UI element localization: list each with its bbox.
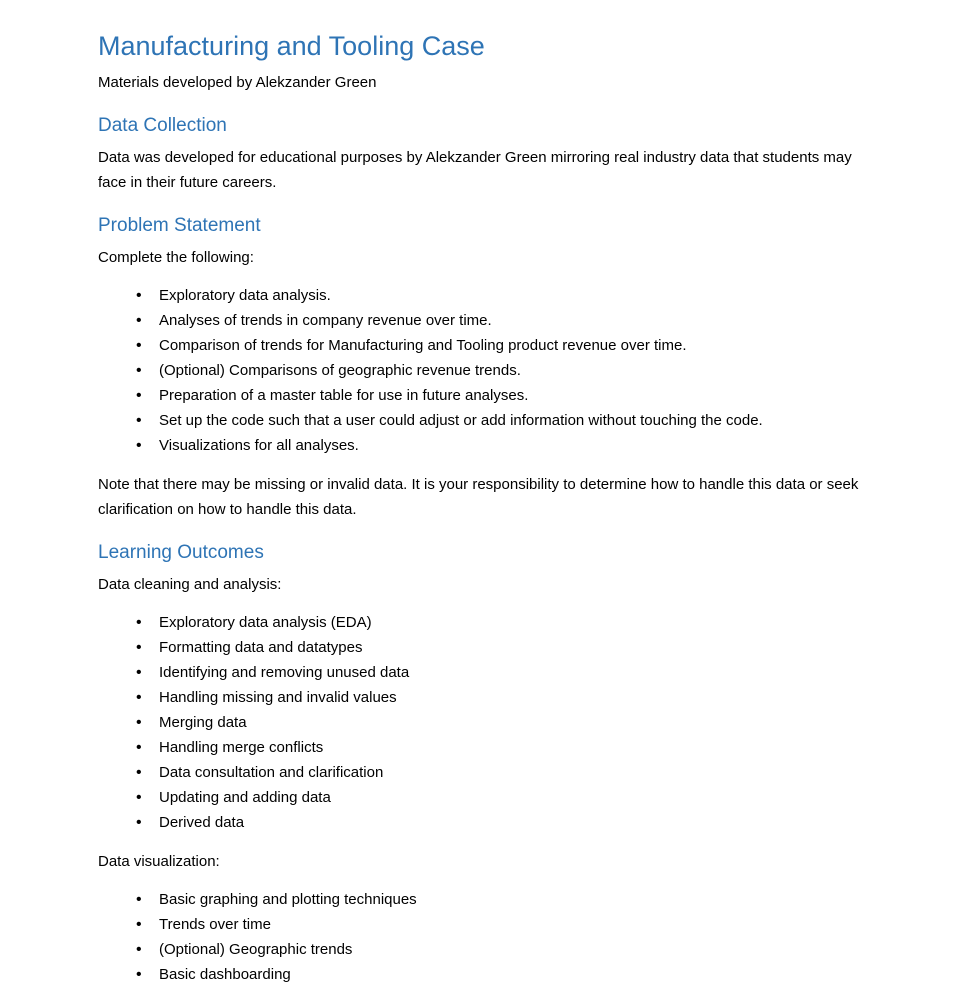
list-item: • Exploratory data analysis. (159, 283, 883, 308)
learning-cleaning-intro: Data cleaning and analysis: (98, 576, 282, 593)
list-item: • Exploratory data analysis (EDA) (159, 610, 883, 635)
document-title: Manufacturing and Tooling Case (98, 31, 485, 61)
list-item: • Updating and adding data (159, 785, 883, 810)
list-item: • Data consultation and clarification (159, 760, 883, 785)
list-item: • Basic dashboarding (159, 962, 883, 987)
list-item: • Visualizations for all analyses. (159, 433, 883, 458)
list-item: • Merging data (159, 710, 883, 735)
problem-bullet-list (98, 283, 883, 458)
list-item: • Handling merge conflicts (159, 735, 883, 760)
list-item: • Basic graphing and plotting techniques (159, 887, 883, 912)
problem-intro: Complete the following: (98, 249, 254, 266)
cleaning-bullet-list (98, 610, 883, 835)
section-heading-problem-statement: Problem Statement (98, 215, 261, 236)
list-item: • Identifying and removing unused data (159, 660, 883, 685)
list-item: • Derived data (159, 810, 883, 835)
visualization-bullet-list (98, 887, 883, 987)
list-item: • Set up the code such that a user could adjust or add information without touching the code. (159, 408, 883, 433)
data-collection-paragraph: Data was developed for educational purposes by Alekzander Green mirroring real industry data that students may face in their future careers. (98, 149, 852, 191)
section-heading-data-collection: Data Collection (98, 115, 227, 136)
problem-note-paragraph: Note that there may be missing or invalid data. It is your responsibility to determine how to handle this data or seek clarification on how to handle this data. (98, 476, 859, 518)
learning-viz-intro: Data visualization: (98, 853, 220, 870)
list-item: • (Optional) Geographic trends (159, 937, 883, 962)
list-item: • Comparison of trends for Manufacturing and Tooling product revenue over time. (159, 333, 883, 358)
section-heading-learning-outcomes: Learning Outcomes (98, 542, 264, 563)
list-item: • Trends over time (159, 912, 883, 937)
list-item: • Analyses of trends in company revenue over time. (159, 308, 883, 333)
list-item: • (Optional) Comparisons of geographic revenue trends. (159, 358, 883, 383)
list-item: • Handling missing and invalid values (159, 685, 883, 710)
list-item: • Preparation of a master table for use in future analyses. (159, 383, 883, 408)
list-item: • Formatting data and datatypes (159, 635, 883, 660)
byline: Materials developed by Alekzander Green (98, 74, 377, 91)
